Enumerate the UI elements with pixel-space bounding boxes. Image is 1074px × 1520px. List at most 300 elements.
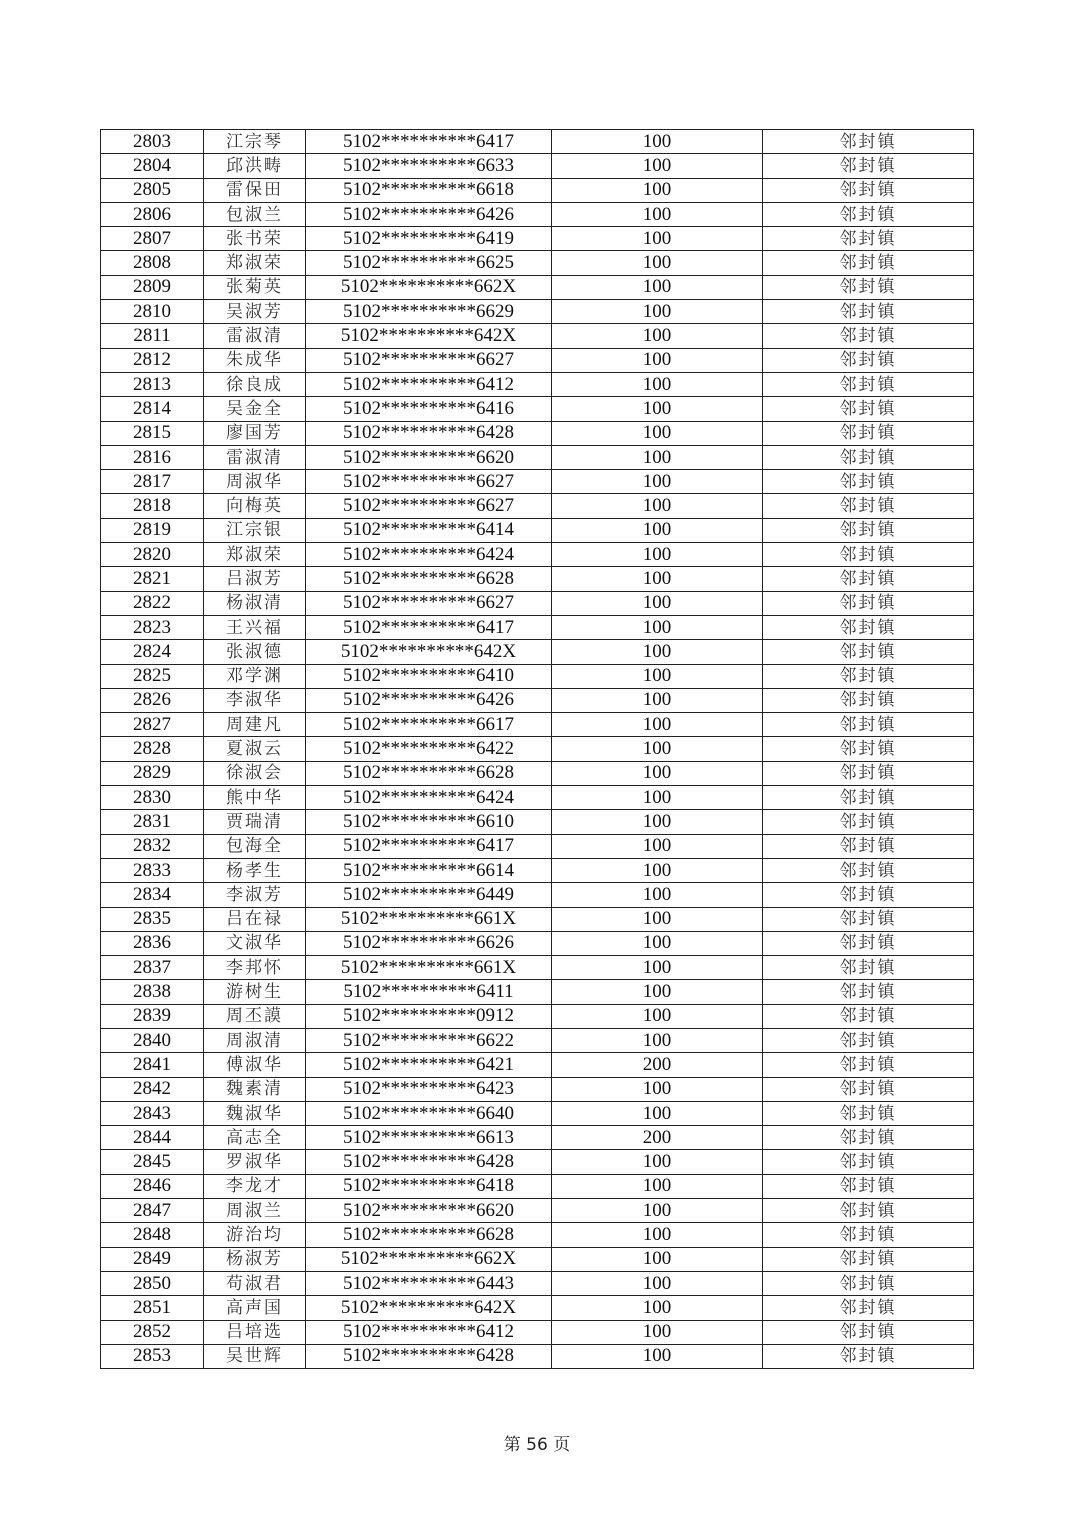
row-number-cell: 2852 xyxy=(101,1320,204,1344)
id-number-cell: 5102**********6424 xyxy=(306,543,552,567)
person-name-cell: 游治均 xyxy=(204,1223,306,1247)
id-number-cell: 5102**********6443 xyxy=(306,1271,552,1295)
town-name-cell: 邻封镇 xyxy=(763,1174,974,1198)
row-number-cell: 2844 xyxy=(101,1126,204,1150)
id-number-cell: 5102**********6618 xyxy=(306,178,552,202)
id-number-cell: 5102**********6428 xyxy=(306,421,552,445)
amount-cell: 100 xyxy=(552,251,763,275)
table-row xyxy=(101,324,974,348)
town-name-cell: 邻封镇 xyxy=(763,980,974,1004)
id-number-cell: 5102**********642X xyxy=(306,324,552,348)
table-row xyxy=(101,1126,974,1150)
table-row xyxy=(101,275,974,299)
id-number-cell: 5102**********6428 xyxy=(306,1344,552,1368)
town-name-cell: 邻封镇 xyxy=(763,397,974,421)
table-row xyxy=(101,980,974,1004)
row-number-cell: 2826 xyxy=(101,688,204,712)
id-number-cell: 5102**********6627 xyxy=(306,591,552,615)
amount-cell: 100 xyxy=(552,810,763,834)
amount-cell: 200 xyxy=(552,1053,763,1077)
amount-cell: 100 xyxy=(552,397,763,421)
row-number-cell: 2821 xyxy=(101,567,204,591)
id-number-cell: 5102**********6421 xyxy=(306,1053,552,1077)
town-name-cell: 邻封镇 xyxy=(763,1344,974,1368)
person-name-cell: 包海全 xyxy=(204,834,306,858)
town-name-cell: 邻封镇 xyxy=(763,591,974,615)
id-number-cell: 5102**********642X xyxy=(306,640,552,664)
row-number-cell: 2825 xyxy=(101,664,204,688)
row-number-cell: 2846 xyxy=(101,1174,204,1198)
town-name-cell: 邻封镇 xyxy=(763,130,974,154)
row-number-cell: 2817 xyxy=(101,470,204,494)
id-number-cell: 5102**********662X xyxy=(306,1247,552,1271)
table-row xyxy=(101,1150,974,1174)
person-name-cell: 吕培选 xyxy=(204,1320,306,1344)
row-number-cell: 2813 xyxy=(101,372,204,396)
person-name-cell: 周淑兰 xyxy=(204,1199,306,1223)
table-row xyxy=(101,713,974,737)
table-row xyxy=(101,567,974,591)
row-number-cell: 2833 xyxy=(101,858,204,882)
table-row xyxy=(101,300,974,324)
table-row xyxy=(101,1053,974,1077)
town-name-cell: 邻封镇 xyxy=(763,1101,974,1125)
town-name-cell: 邻封镇 xyxy=(763,931,974,955)
table-row xyxy=(101,1271,974,1295)
row-number-cell: 2806 xyxy=(101,202,204,226)
id-number-cell: 5102**********6426 xyxy=(306,688,552,712)
town-name-cell: 邻封镇 xyxy=(763,1053,974,1077)
person-name-cell: 杨淑芳 xyxy=(204,1247,306,1271)
id-number-cell: 5102**********6640 xyxy=(306,1101,552,1125)
amount-cell: 100 xyxy=(552,713,763,737)
person-name-cell: 郑淑荣 xyxy=(204,251,306,275)
table-row xyxy=(101,251,974,275)
table-row xyxy=(101,1174,974,1198)
id-number-cell: 5102**********6412 xyxy=(306,372,552,396)
amount-cell: 200 xyxy=(552,1126,763,1150)
id-number-cell: 5102**********6449 xyxy=(306,883,552,907)
person-name-cell: 李邦怀 xyxy=(204,956,306,980)
person-name-cell: 吴金全 xyxy=(204,397,306,421)
table-row xyxy=(101,154,974,178)
amount-cell: 100 xyxy=(552,664,763,688)
row-number-cell: 2830 xyxy=(101,786,204,810)
amount-cell: 100 xyxy=(552,615,763,639)
amount-cell: 100 xyxy=(552,1028,763,1052)
town-name-cell: 邻封镇 xyxy=(763,858,974,882)
person-name-cell: 吕淑芳 xyxy=(204,567,306,591)
person-name-cell: 邱洪畴 xyxy=(204,154,306,178)
id-number-cell: 5102**********6628 xyxy=(306,1223,552,1247)
person-name-cell: 贾瑞清 xyxy=(204,810,306,834)
amount-cell: 100 xyxy=(552,1150,763,1174)
id-number-cell: 5102**********6622 xyxy=(306,1028,552,1052)
amount-cell: 100 xyxy=(552,786,763,810)
page-number: 第 56 页 xyxy=(503,1435,571,1455)
id-number-cell: 5102**********6627 xyxy=(306,470,552,494)
amount-cell: 100 xyxy=(552,1247,763,1271)
town-name-cell: 邻封镇 xyxy=(763,883,974,907)
person-name-cell: 徐良成 xyxy=(204,372,306,396)
town-name-cell: 邻封镇 xyxy=(763,761,974,785)
amount-cell: 100 xyxy=(552,1174,763,1198)
table-row xyxy=(101,834,974,858)
id-number-cell: 5102**********6417 xyxy=(306,130,552,154)
row-number-cell: 2827 xyxy=(101,713,204,737)
amount-cell: 100 xyxy=(552,956,763,980)
person-name-cell: 吕在禄 xyxy=(204,907,306,931)
row-number-cell: 2824 xyxy=(101,640,204,664)
town-name-cell: 邻封镇 xyxy=(763,810,974,834)
row-number-cell: 2822 xyxy=(101,591,204,615)
town-name-cell: 邻封镇 xyxy=(763,1271,974,1295)
amount-cell: 100 xyxy=(552,518,763,542)
town-name-cell: 邻封镇 xyxy=(763,1223,974,1247)
person-name-cell: 张菊英 xyxy=(204,275,306,299)
id-number-cell: 5102**********6626 xyxy=(306,931,552,955)
id-number-cell: 5102**********661X xyxy=(306,956,552,980)
town-name-cell: 邻封镇 xyxy=(763,251,974,275)
person-name-cell: 徐淑会 xyxy=(204,761,306,785)
id-number-cell: 5102**********6416 xyxy=(306,397,552,421)
row-number-cell: 2818 xyxy=(101,494,204,518)
amount-cell: 100 xyxy=(552,834,763,858)
town-name-cell: 邻封镇 xyxy=(763,1199,974,1223)
table-row xyxy=(101,640,974,664)
person-name-cell: 游树生 xyxy=(204,980,306,1004)
town-name-cell: 邻封镇 xyxy=(763,640,974,664)
table-row xyxy=(101,810,974,834)
table-row xyxy=(101,227,974,251)
row-number-cell: 2831 xyxy=(101,810,204,834)
town-name-cell: 邻封镇 xyxy=(763,834,974,858)
amount-cell: 100 xyxy=(552,1344,763,1368)
person-name-cell: 李淑芳 xyxy=(204,883,306,907)
town-name-cell: 邻封镇 xyxy=(763,324,974,348)
id-number-cell: 5102**********6417 xyxy=(306,834,552,858)
town-name-cell: 邻封镇 xyxy=(763,1320,974,1344)
row-number-cell: 2841 xyxy=(101,1053,204,1077)
row-number-cell: 2835 xyxy=(101,907,204,931)
town-name-cell: 邻封镇 xyxy=(763,1296,974,1320)
person-name-cell: 周淑华 xyxy=(204,470,306,494)
person-name-cell: 张淑德 xyxy=(204,640,306,664)
row-number-cell: 2850 xyxy=(101,1271,204,1295)
id-number-cell: 5102**********6412 xyxy=(306,1320,552,1344)
row-number-cell: 2842 xyxy=(101,1077,204,1101)
id-number-cell: 5102**********6414 xyxy=(306,518,552,542)
amount-cell: 100 xyxy=(552,275,763,299)
id-number-cell: 5102**********6633 xyxy=(306,154,552,178)
table-row xyxy=(101,397,974,421)
town-name-cell: 邻封镇 xyxy=(763,1028,974,1052)
amount-cell: 100 xyxy=(552,178,763,202)
row-number-cell: 2815 xyxy=(101,421,204,445)
town-name-cell: 邻封镇 xyxy=(763,713,974,737)
id-number-cell: 5102**********6410 xyxy=(306,664,552,688)
amount-cell: 100 xyxy=(552,470,763,494)
row-number-cell: 2853 xyxy=(101,1344,204,1368)
town-name-cell: 邻封镇 xyxy=(763,737,974,761)
table-row xyxy=(101,543,974,567)
id-number-cell: 5102**********6620 xyxy=(306,445,552,469)
amount-cell: 100 xyxy=(552,907,763,931)
id-number-cell: 5102**********6628 xyxy=(306,761,552,785)
town-name-cell: 邻封镇 xyxy=(763,615,974,639)
table-row xyxy=(101,1344,974,1368)
id-number-cell: 5102**********662X xyxy=(306,275,552,299)
amount-cell: 100 xyxy=(552,737,763,761)
town-name-cell: 邻封镇 xyxy=(763,445,974,469)
amount-cell: 100 xyxy=(552,980,763,1004)
town-name-cell: 邻封镇 xyxy=(763,1077,974,1101)
amount-cell: 100 xyxy=(552,372,763,396)
person-name-cell: 邓学渊 xyxy=(204,664,306,688)
town-name-cell: 邻封镇 xyxy=(763,1247,974,1271)
amount-cell: 100 xyxy=(552,688,763,712)
row-number-cell: 2840 xyxy=(101,1028,204,1052)
table-row xyxy=(101,737,974,761)
row-number-cell: 2808 xyxy=(101,251,204,275)
table-row xyxy=(101,1247,974,1271)
table-row xyxy=(101,348,974,372)
id-number-cell: 5102**********6419 xyxy=(306,227,552,251)
town-name-cell: 邻封镇 xyxy=(763,907,974,931)
id-number-cell: 5102**********661X xyxy=(306,907,552,931)
row-number-cell: 2819 xyxy=(101,518,204,542)
table-row xyxy=(101,956,974,980)
amount-cell: 100 xyxy=(552,931,763,955)
amount-cell: 100 xyxy=(552,227,763,251)
town-name-cell: 邻封镇 xyxy=(763,227,974,251)
table-row xyxy=(101,1077,974,1101)
person-name-cell: 文淑华 xyxy=(204,931,306,955)
id-number-cell: 5102**********6625 xyxy=(306,251,552,275)
id-number-cell: 5102**********6428 xyxy=(306,1150,552,1174)
id-number-cell: 5102**********6426 xyxy=(306,202,552,226)
amount-cell: 100 xyxy=(552,1223,763,1247)
amount-cell: 100 xyxy=(552,1199,763,1223)
table-row xyxy=(101,1320,974,1344)
amount-cell: 100 xyxy=(552,1004,763,1028)
row-number-cell: 2845 xyxy=(101,1150,204,1174)
amount-cell: 100 xyxy=(552,348,763,372)
amount-cell: 100 xyxy=(552,130,763,154)
id-number-cell: 5102**********6610 xyxy=(306,810,552,834)
town-name-cell: 邻封镇 xyxy=(763,956,974,980)
town-name-cell: 邻封镇 xyxy=(763,202,974,226)
table-row xyxy=(101,1199,974,1223)
person-name-cell: 雷保田 xyxy=(204,178,306,202)
person-name-cell: 魏淑华 xyxy=(204,1101,306,1125)
table-row xyxy=(101,202,974,226)
row-number-cell: 2849 xyxy=(101,1247,204,1271)
amount-cell: 100 xyxy=(552,494,763,518)
id-number-cell: 5102**********6422 xyxy=(306,737,552,761)
town-name-cell: 邻封镇 xyxy=(763,664,974,688)
id-number-cell: 5102**********6627 xyxy=(306,494,552,518)
amount-cell: 100 xyxy=(552,883,763,907)
table-row xyxy=(101,615,974,639)
table-row xyxy=(101,470,974,494)
person-name-cell: 雷淑清 xyxy=(204,445,306,469)
person-name-cell: 李龙才 xyxy=(204,1174,306,1198)
town-name-cell: 邻封镇 xyxy=(763,1126,974,1150)
table-row xyxy=(101,421,974,445)
town-name-cell: 邻封镇 xyxy=(763,275,974,299)
table-body xyxy=(101,130,974,1369)
amount-cell: 100 xyxy=(552,761,763,785)
row-number-cell: 2851 xyxy=(101,1296,204,1320)
row-number-cell: 2828 xyxy=(101,737,204,761)
id-number-cell: 5102**********6629 xyxy=(306,300,552,324)
person-name-cell: 傅淑华 xyxy=(204,1053,306,1077)
table-row xyxy=(101,130,974,154)
table-row xyxy=(101,1028,974,1052)
table-row xyxy=(101,688,974,712)
row-number-cell: 2847 xyxy=(101,1199,204,1223)
id-number-cell: 5102**********6418 xyxy=(306,1174,552,1198)
table-row xyxy=(101,786,974,810)
amount-cell: 100 xyxy=(552,300,763,324)
table-row xyxy=(101,1296,974,1320)
row-number-cell: 2823 xyxy=(101,615,204,639)
person-name-cell: 魏素清 xyxy=(204,1077,306,1101)
amount-cell: 100 xyxy=(552,324,763,348)
amount-cell: 100 xyxy=(552,640,763,664)
person-name-cell: 杨淑清 xyxy=(204,591,306,615)
town-name-cell: 邻封镇 xyxy=(763,688,974,712)
id-number-cell: 5102**********6620 xyxy=(306,1199,552,1223)
table-row xyxy=(101,445,974,469)
table-row xyxy=(101,178,974,202)
person-name-cell: 张书荣 xyxy=(204,227,306,251)
person-name-cell: 高声国 xyxy=(204,1296,306,1320)
person-name-cell: 雷淑清 xyxy=(204,324,306,348)
amount-cell: 100 xyxy=(552,858,763,882)
person-name-cell: 周淑清 xyxy=(204,1028,306,1052)
table-row xyxy=(101,372,974,396)
person-name-cell: 李淑华 xyxy=(204,688,306,712)
row-number-cell: 2834 xyxy=(101,883,204,907)
person-name-cell: 郑淑荣 xyxy=(204,543,306,567)
table-row xyxy=(101,1004,974,1028)
amount-cell: 100 xyxy=(552,445,763,469)
table-row xyxy=(101,518,974,542)
person-name-cell: 江宗银 xyxy=(204,518,306,542)
id-number-cell: 5102**********6411 xyxy=(306,980,552,1004)
amount-cell: 100 xyxy=(552,202,763,226)
beneficiary-table xyxy=(100,129,974,1369)
town-name-cell: 邻封镇 xyxy=(763,518,974,542)
row-number-cell: 2839 xyxy=(101,1004,204,1028)
table-row xyxy=(101,664,974,688)
id-number-cell: 5102**********642X xyxy=(306,1296,552,1320)
table-row xyxy=(101,931,974,955)
id-number-cell: 5102**********6424 xyxy=(306,786,552,810)
amount-cell: 100 xyxy=(552,567,763,591)
row-number-cell: 2820 xyxy=(101,543,204,567)
id-number-cell: 5102**********0912 xyxy=(306,1004,552,1028)
amount-cell: 100 xyxy=(552,1077,763,1101)
person-name-cell: 周丕謨 xyxy=(204,1004,306,1028)
table-row xyxy=(101,494,974,518)
person-name-cell: 罗淑华 xyxy=(204,1150,306,1174)
person-name-cell: 吴淑芳 xyxy=(204,300,306,324)
amount-cell: 100 xyxy=(552,154,763,178)
person-name-cell: 熊中华 xyxy=(204,786,306,810)
row-number-cell: 2843 xyxy=(101,1101,204,1125)
row-number-cell: 2838 xyxy=(101,980,204,1004)
person-name-cell: 江宗琴 xyxy=(204,130,306,154)
table-row xyxy=(101,907,974,931)
person-name-cell: 苟淑君 xyxy=(204,1271,306,1295)
amount-cell: 100 xyxy=(552,1296,763,1320)
row-number-cell: 2810 xyxy=(101,300,204,324)
person-name-cell: 高志全 xyxy=(204,1126,306,1150)
person-name-cell: 周建凡 xyxy=(204,713,306,737)
town-name-cell: 邻封镇 xyxy=(763,154,974,178)
town-name-cell: 邻封镇 xyxy=(763,543,974,567)
row-number-cell: 2836 xyxy=(101,931,204,955)
table-row xyxy=(101,858,974,882)
id-number-cell: 5102**********6628 xyxy=(306,567,552,591)
table-row xyxy=(101,591,974,615)
town-name-cell: 邻封镇 xyxy=(763,1004,974,1028)
person-name-cell: 朱成华 xyxy=(204,348,306,372)
row-number-cell: 2811 xyxy=(101,324,204,348)
amount-cell: 100 xyxy=(552,1101,763,1125)
row-number-cell: 2816 xyxy=(101,445,204,469)
row-number-cell: 2832 xyxy=(101,834,204,858)
row-number-cell: 2837 xyxy=(101,956,204,980)
town-name-cell: 邻封镇 xyxy=(763,372,974,396)
amount-cell: 100 xyxy=(552,591,763,615)
person-name-cell: 廖国芳 xyxy=(204,421,306,445)
town-name-cell: 邻封镇 xyxy=(763,786,974,810)
amount-cell: 100 xyxy=(552,1271,763,1295)
person-name-cell: 包淑兰 xyxy=(204,202,306,226)
town-name-cell: 邻封镇 xyxy=(763,300,974,324)
row-number-cell: 2829 xyxy=(101,761,204,785)
row-number-cell: 2803 xyxy=(101,130,204,154)
amount-cell: 100 xyxy=(552,543,763,567)
person-name-cell: 吴世辉 xyxy=(204,1344,306,1368)
row-number-cell: 2809 xyxy=(101,275,204,299)
table-row xyxy=(101,1101,974,1125)
id-number-cell: 5102**********6617 xyxy=(306,713,552,737)
town-name-cell: 邻封镇 xyxy=(763,348,974,372)
row-number-cell: 2805 xyxy=(101,178,204,202)
id-number-cell: 5102**********6417 xyxy=(306,615,552,639)
person-name-cell: 王兴福 xyxy=(204,615,306,639)
town-name-cell: 邻封镇 xyxy=(763,470,974,494)
person-name-cell: 夏淑云 xyxy=(204,737,306,761)
row-number-cell: 2848 xyxy=(101,1223,204,1247)
table-row xyxy=(101,883,974,907)
town-name-cell: 邻封镇 xyxy=(763,1150,974,1174)
amount-cell: 100 xyxy=(552,421,763,445)
town-name-cell: 邻封镇 xyxy=(763,494,974,518)
id-number-cell: 5102**********6614 xyxy=(306,858,552,882)
table-row xyxy=(101,1223,974,1247)
id-number-cell: 5102**********6613 xyxy=(306,1126,552,1150)
row-number-cell: 2804 xyxy=(101,154,204,178)
town-name-cell: 邻封镇 xyxy=(763,178,974,202)
id-number-cell: 5102**********6423 xyxy=(306,1077,552,1101)
town-name-cell: 邻封镇 xyxy=(763,567,974,591)
